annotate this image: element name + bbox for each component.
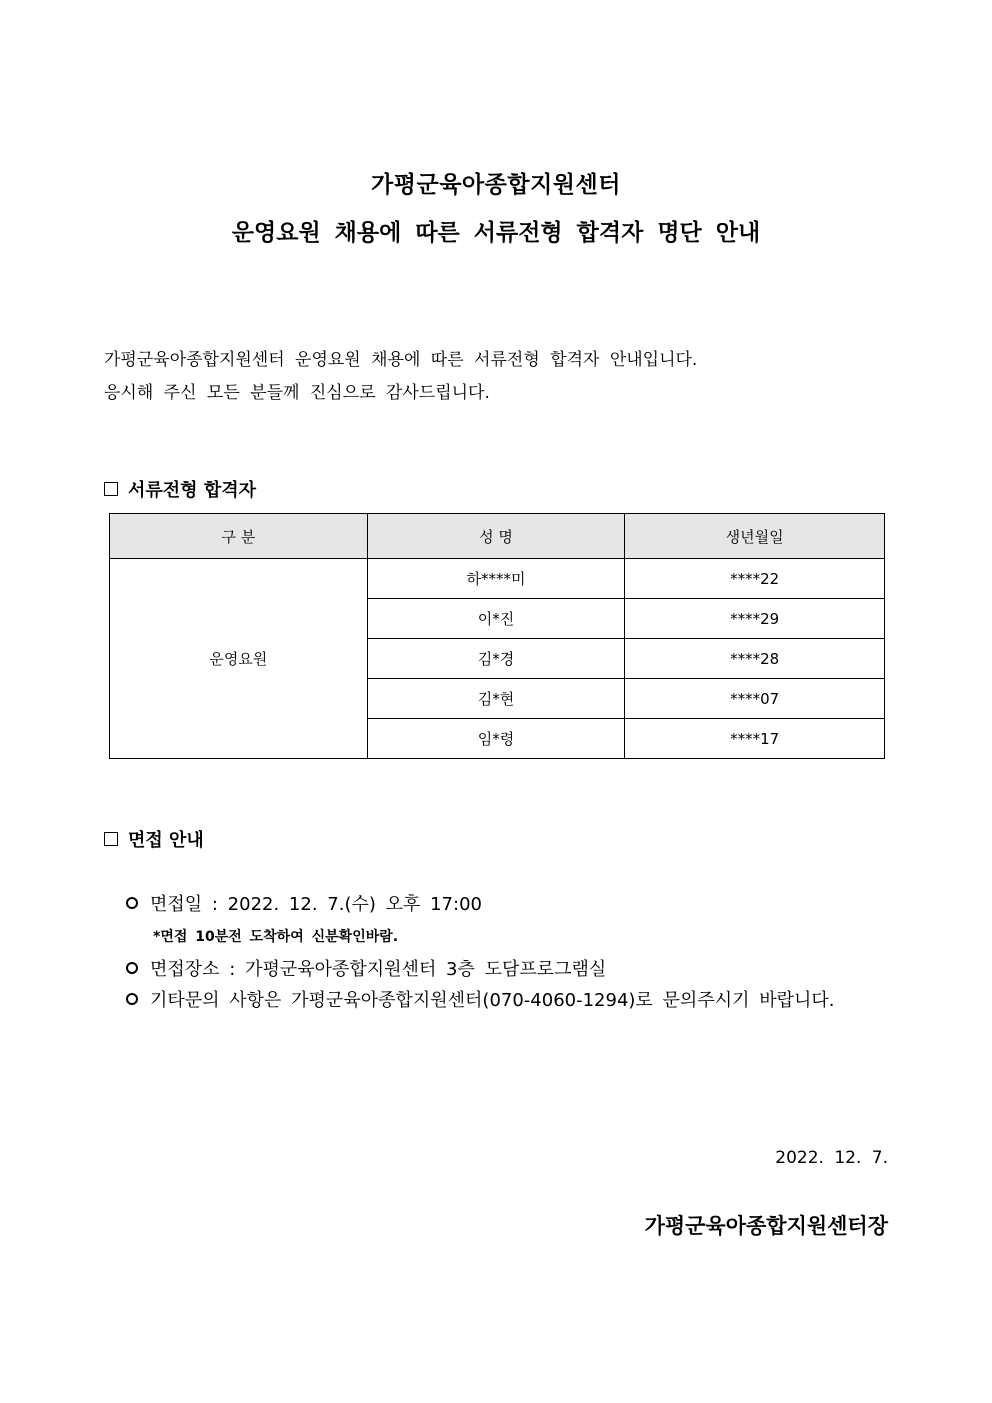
checkbox-square-icon [104,832,118,846]
column-header-category: 구 분 [110,514,368,559]
checkbox-square-icon [104,482,118,496]
circle-bullet-icon [126,897,138,909]
section-heading-results [104,476,256,502]
name-cell: 하****미 [367,559,625,599]
circle-bullet-icon [126,993,138,1005]
interview-location-item [126,955,606,981]
birthdate-cell: ****22 [625,559,885,599]
interview-date-item [126,890,482,916]
interview-date-text: 면접일 : 2022. 12. 7.(수) 오후 17:00 [150,894,482,915]
table-row [110,559,885,599]
birthdate-cell: ****29 [625,599,885,639]
document-signer: 가평군육아종합지원센터장 [644,1214,888,1238]
intro-line-1: 가평군육아종합지원센터 운영요원 채용에 따른 서류전형 합격자 안내입니다. [104,350,698,370]
column-header-birthdate: 생년월일 [625,514,885,559]
category-cell: 운영요원 [110,559,368,759]
inquiry-item [126,986,834,1012]
results-table [109,513,885,759]
birthdate-cell: ****17 [625,719,885,759]
table-header-row [110,514,885,559]
document-title: 가평군육아종합지원센터 [371,172,621,198]
interview-location-text: 면접장소 : 가평군육아종합지원센터 3층 도담프로그램실 [150,959,607,980]
name-cell: 임*령 [367,719,625,759]
birthdate-cell: ****28 [625,639,885,679]
name-cell: 김*경 [367,639,625,679]
name-cell: 이*진 [367,599,625,639]
column-header-name: 성 명 [367,514,625,559]
circle-bullet-icon [126,962,138,974]
inquiry-text: 기타문의 사항은 가평군육아종합지원센터(070-4060-1294)로 문의주시기 바랍니다. [150,990,835,1011]
name-cell: 김*현 [367,679,625,719]
interview-note: *면접 10분전 도착하여 신분확인바람. [153,929,399,945]
document-date: 2022. 12. 7. [775,1148,888,1168]
section-heading-interview [104,826,204,852]
intro-line-2: 응시해 주신 모든 분들께 진심으로 감사드립니다. [104,383,490,403]
document-subtitle: 운영요원 채용에 따른 서류전형 합격자 명단 안내 [231,220,761,246]
section-heading-interview-label: 면접 안내 [128,830,204,851]
section-heading-results-label: 서류전형 합격자 [128,480,256,501]
birthdate-cell: ****07 [625,679,885,719]
